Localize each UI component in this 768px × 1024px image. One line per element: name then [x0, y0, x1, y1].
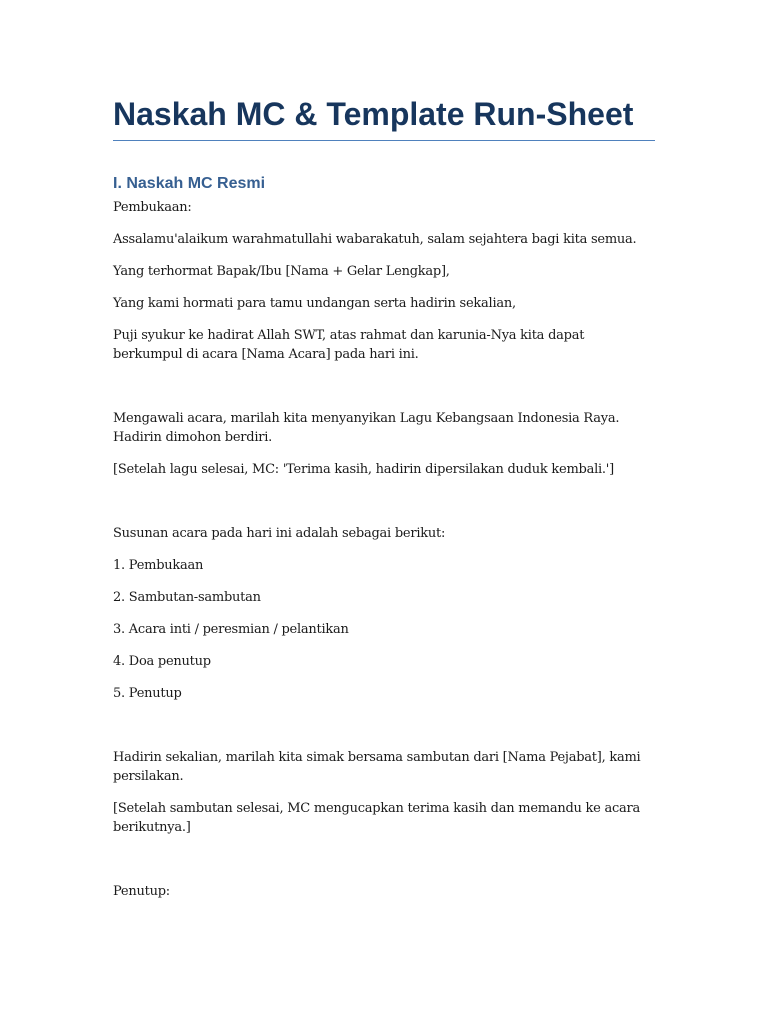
paragraph-susunan-acara: Susunan acara pada hari ini adalah sebagai berikut: [113, 526, 446, 541]
section-heading: I. Naskah MC Resmi [113, 175, 266, 192]
document-title: Naskah MC & Template Run-Sheet [113, 92, 655, 141]
list-item-doa-penutup: 4. Doa penutup [113, 654, 211, 669]
document-body [113, 92, 655, 899]
list-item-pembukaan: 1. Pembukaan [113, 558, 204, 573]
paragraph-hadirin-sekalian: Hadirin sekalian, marilah kita simak bersama sambutan dari [Nama Pejabat], kami persilakan. [113, 750, 641, 784]
paragraph-penutup-label: Penutup: [113, 884, 170, 899]
paragraph-pembukaan-label: Pembukaan: [113, 200, 192, 215]
paragraph-yang-terhormat: Yang terhormat Bapak/Ibu [Nama + Gelar Lengkap], [113, 264, 450, 279]
paragraph-mengawali-acara: Mengawali acara, marilah kita menyanyikan Lagu Kebangsaan Indonesia Raya. Hadirin dimohon berdiri. [113, 411, 620, 445]
list-item-penutup: 5. Penutup [113, 686, 182, 701]
list-item-acara-inti: 3. Acara inti / peresmian / pelantikan [113, 622, 349, 637]
paragraph-puji-syukur: Puji syukur ke hadirat Allah SWT, atas rahmat dan karunia-Nya kita dapat berkumpul di acara [Nama Acara] pada hari ini. [113, 328, 585, 362]
paragraph-salam: Assalamu'alaikum warahmatullahi wabarakatuh, salam sejahtera bagi kita semua. [113, 232, 637, 247]
paragraph-setelah-lagu: [Setelah lagu selesai, MC: 'Terima kasih, hadirin dipersilakan duduk kembali.'] [113, 462, 614, 477]
list-item-sambutan: 2. Sambutan-sambutan [113, 590, 261, 605]
paragraph-yang-kami-hormati: Yang kami hormati para tamu undangan serta hadirin sekalian, [113, 296, 516, 311]
paragraph-setelah-sambutan: [Setelah sambutan selesai, MC mengucapkan terima kasih dan memandu ke acara berikutnya.] [113, 801, 640, 835]
